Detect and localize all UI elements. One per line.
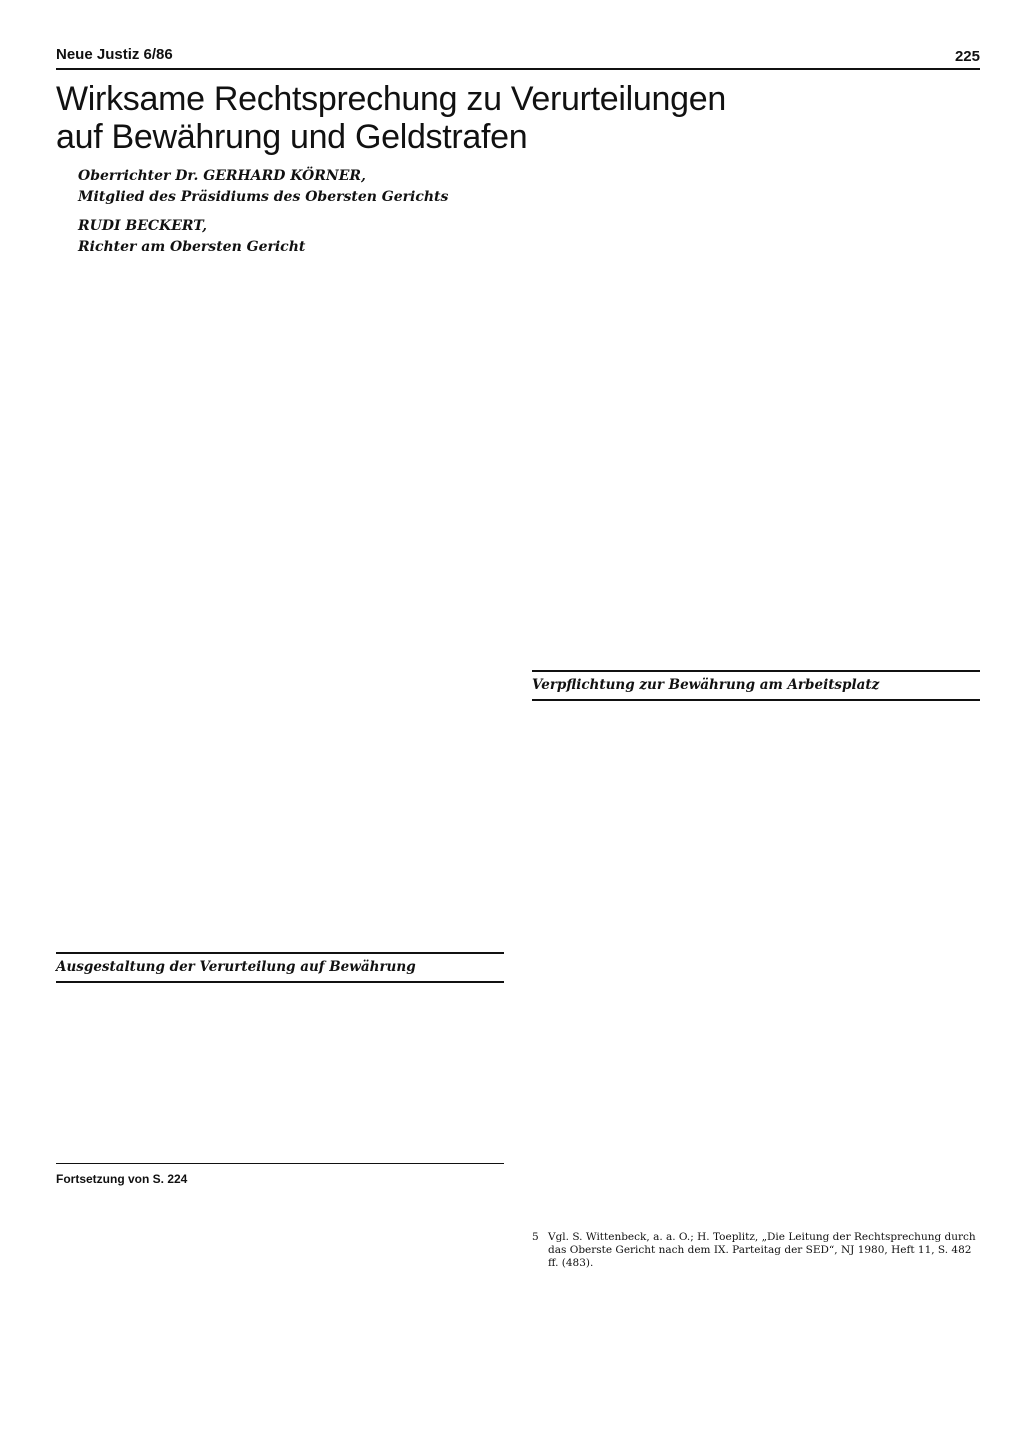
- right-text-block-2: [532, 701, 980, 1231]
- right-column: [532, 262, 980, 1270]
- author-2-name: RUDI BECKERT,: [78, 218, 208, 234]
- footnote-5-text: Vgl. S. Wittenbeck, a. a. O.; H. Toeplitz, „Die Leitung der Rechtsprechung durch das Oberste Gericht nach dem IX. Parteitag der SED“, NJ 1980, Heft 11, S. 482 ff. (483).: [548, 1231, 976, 1269]
- author-2-role: Richter am Obersten Gericht: [78, 239, 306, 255]
- article-title: [56, 80, 856, 156]
- author-gap: [78, 208, 678, 216]
- author-1-role: Mitglied des Präsidiums des Obersten Gerichts: [78, 189, 449, 205]
- left-text-block-2: [56, 983, 504, 1163]
- section-heading-bewaehrung: Ausgestaltung der Verurteilung auf Bewährung: [56, 952, 504, 983]
- author-block: [78, 166, 678, 258]
- article-title-line-1: Wirksame Rechtsprechung zu Verurteilungen: [56, 80, 726, 118]
- article-title-line-2: auf Bewährung und Geldstrafen: [56, 118, 528, 156]
- continuation-heading: Fortsetzung von S. 224: [56, 1163, 504, 1192]
- left-text-block-1: [56, 262, 504, 952]
- left-column: [56, 262, 504, 1192]
- right-text-block-1: [532, 262, 980, 670]
- running-head: Neue Justiz 6/86: [56, 46, 173, 63]
- section-heading-arbeitsplatz: Verpflichtung zur Bewährung am Arbeitsplatz: [532, 670, 980, 701]
- footnote-5-number: 5: [532, 1231, 539, 1243]
- page-number: 225: [954, 48, 980, 65]
- header-rule: [56, 68, 980, 70]
- footnote-5: [532, 1231, 980, 1270]
- author-1-name: Oberrichter Dr. GERHARD KÖRNER,: [78, 168, 366, 184]
